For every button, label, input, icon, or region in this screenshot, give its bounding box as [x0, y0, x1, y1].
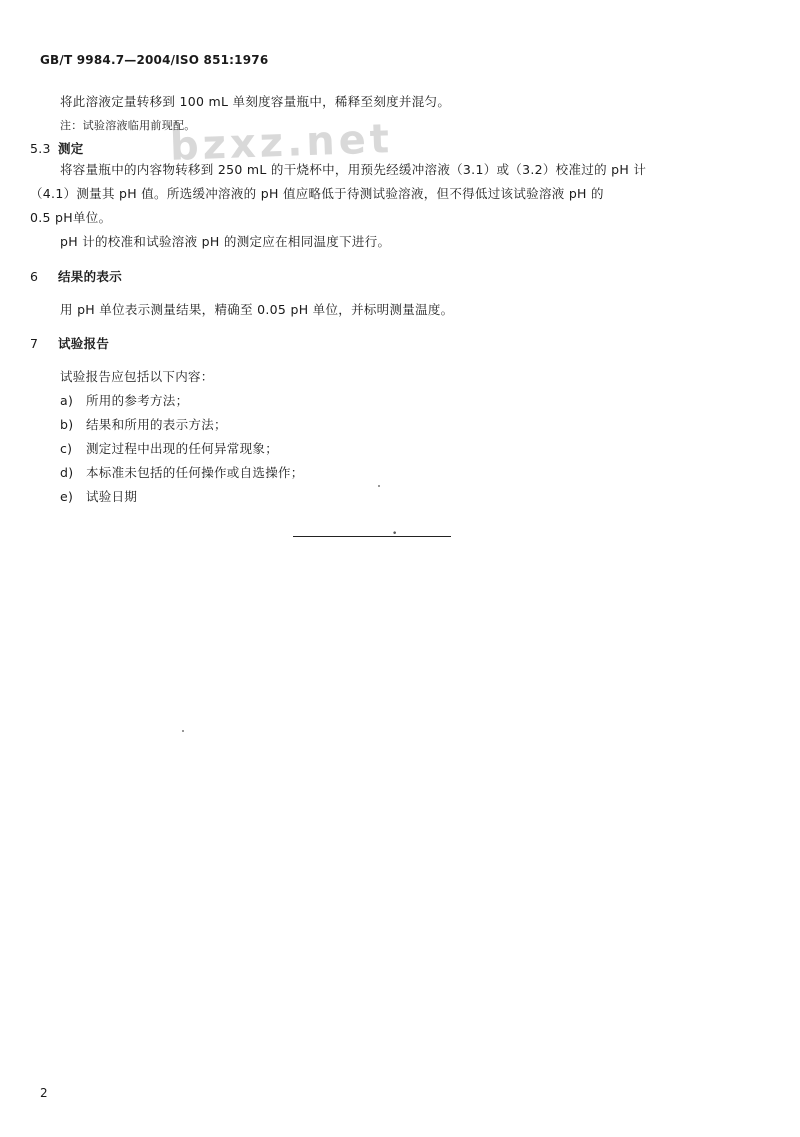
section-title: 结果的表示	[58, 269, 123, 284]
section-title: 测定	[58, 141, 84, 156]
section-number: 5.3	[30, 141, 51, 156]
report-item	[60, 463, 304, 481]
section-number: 7	[30, 336, 39, 351]
scan-speck	[378, 485, 380, 487]
paragraph-transfer: 将此溶液定量转移到 100 mL 单刻度容量瓶中，稀释至刻度并混匀。	[60, 94, 451, 109]
section-number: 6	[30, 269, 39, 284]
section-7-heading	[30, 334, 109, 352]
report-item	[60, 439, 278, 457]
section-title: 试验报告	[58, 336, 110, 351]
report-item	[60, 391, 188, 409]
item-label: d)	[60, 465, 74, 480]
measure-line-1: 将容量瓶中的内容物转移到 250 mL 的干烧杯中，用预先经缓冲溶液（3.1）或（3.2）校准过的 pH 计	[60, 162, 647, 177]
item-text: 试验日期	[86, 489, 138, 504]
measure-line-3: 0.5 pH单位。	[30, 210, 112, 225]
scan-speck	[182, 730, 184, 732]
watermark: bzxz.net	[169, 116, 394, 170]
note-text: 注：试验溶液临用前现配。	[60, 119, 196, 132]
item-label: a)	[60, 393, 74, 408]
section-5-3-heading	[30, 139, 84, 157]
section-6-heading	[30, 267, 122, 285]
item-text: 本标准未包括的任何操作或自选操作；	[86, 465, 304, 480]
item-text: 结果和所用的表示方法；	[86, 417, 227, 432]
item-label: e)	[60, 489, 74, 504]
calibration-line: pH 计的校准和试验溶液 pH 的测定应在相同温度下进行。	[60, 234, 391, 249]
end-mark-icon: •	[392, 529, 398, 539]
page-number: 2	[40, 1086, 48, 1100]
item-text: 测定过程中出现的任何异常现象；	[86, 441, 279, 456]
item-label: c)	[60, 441, 73, 456]
end-rule	[293, 536, 451, 537]
item-label: b)	[60, 417, 74, 432]
result-line: 用 pH 单位表示测量结果，精确至 0.05 pH 单位，并标明测量温度。	[60, 302, 454, 317]
report-intro: 试验报告应包括以下内容：	[60, 369, 214, 384]
item-text: 所用的参考方法；	[86, 393, 189, 408]
report-item	[60, 415, 227, 433]
report-item	[60, 487, 137, 505]
measure-line-2: （4.1）测量其 pH 值。所选缓冲溶液的 pH 值应略低于待测试验溶液，但不得低过该试验溶液 pH 的	[30, 186, 604, 201]
standard-header: GB/T 9984.7—2004/ISO 851:1976	[40, 53, 269, 67]
